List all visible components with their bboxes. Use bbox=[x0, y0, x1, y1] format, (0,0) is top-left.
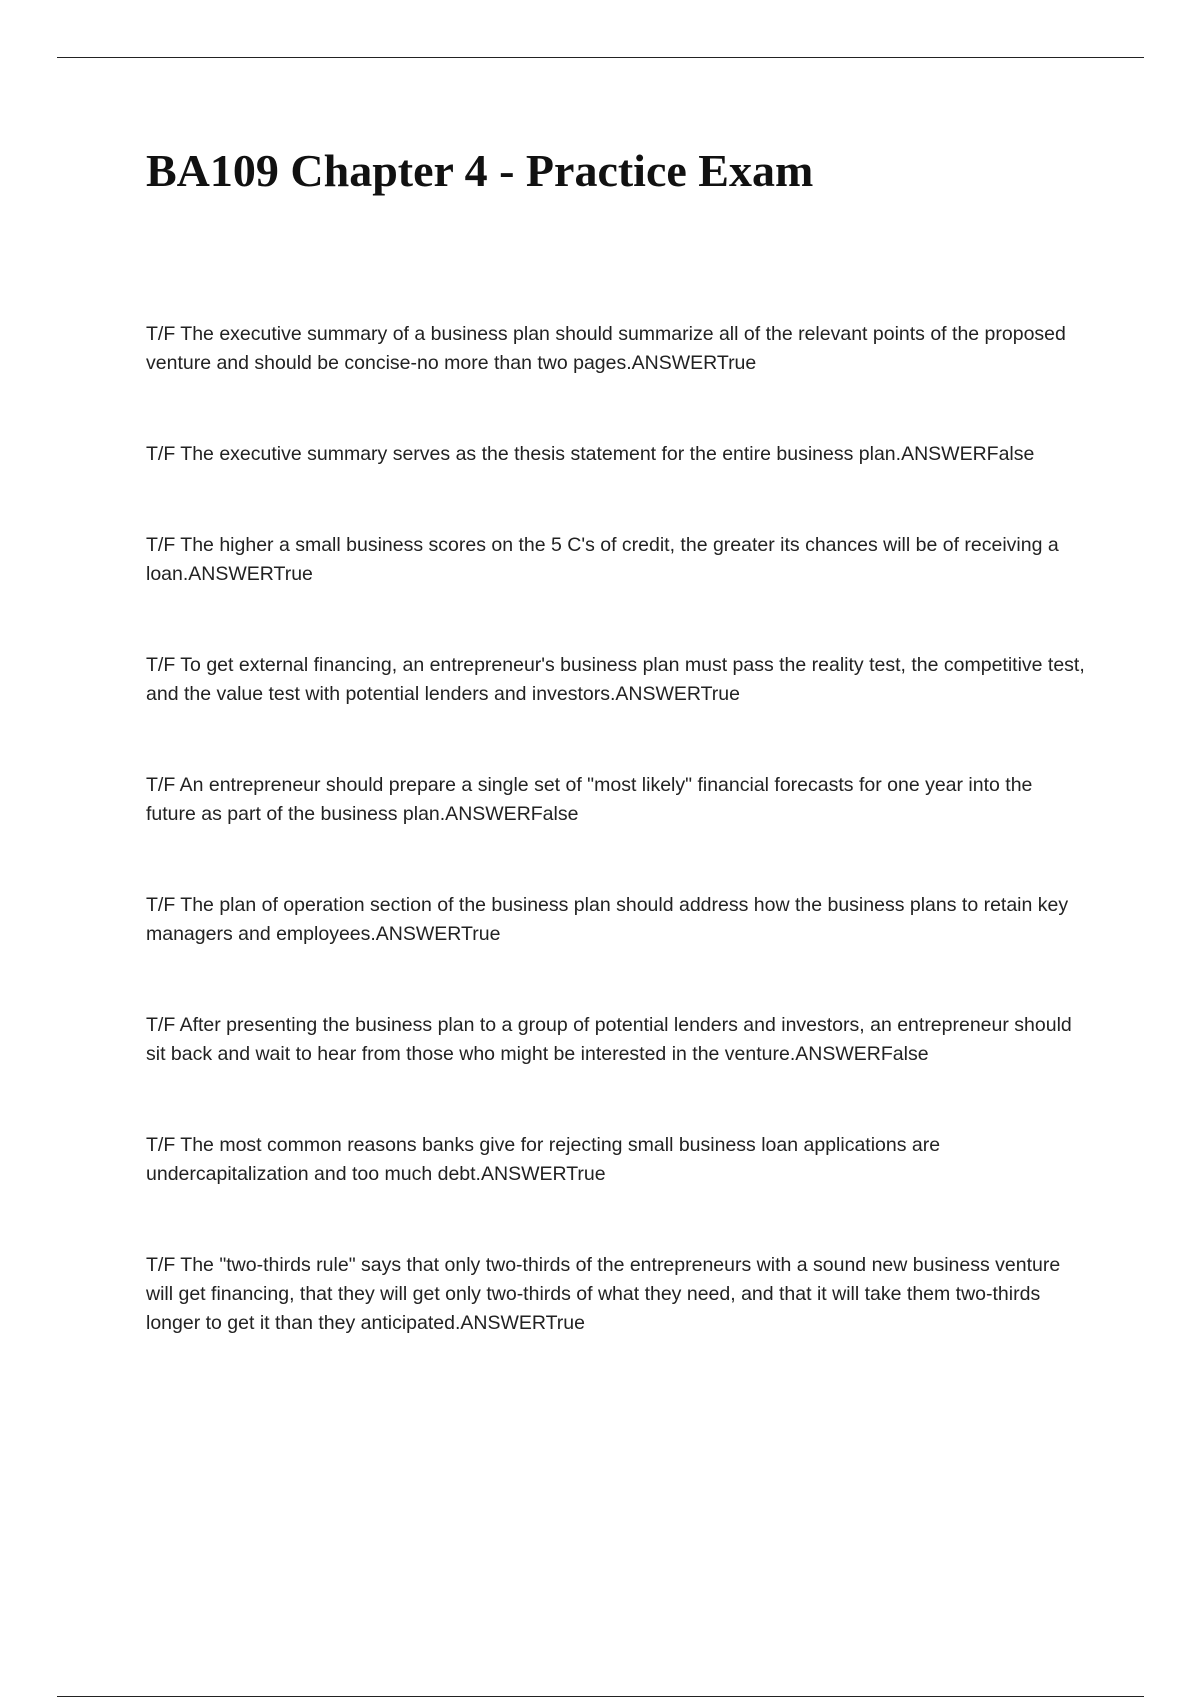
page-title: BA109 Chapter 4 - Practice Exam bbox=[146, 145, 814, 196]
question-item: T/F To get external financing, an entrepreneur's business plan must pass the reality test, the competitive test, and the value test with potential lenders and investors.ANSWERTrue bbox=[146, 654, 1085, 705]
header-divider bbox=[57, 57, 1144, 58]
question-item: T/F The executive summary serves as the thesis statement for the entire business plan.ANSWERFalse bbox=[146, 443, 1035, 465]
question-item: T/F After presenting the business plan to a group of potential lenders and investors, an entrepreneur should sit back and wait to hear from those who might be interested in the venture.ANSWERFalse bbox=[146, 1014, 1072, 1065]
question-item: T/F The plan of operation section of the business plan should address how the business plans to retain key managers and employees.ANSWERTrue bbox=[146, 894, 1069, 945]
question-item: T/F The higher a small business scores on the 5 C's of credit, the greater its chances will be of receiving a loan.ANSWERTrue bbox=[146, 534, 1059, 585]
question-item: T/F The "two-thirds rule" says that only two-thirds of the entrepreneurs with a sound new business venture will get financing, that they will get only two-thirds of what they need, and that it will take them two-thirds longer to get it than they anticipated.ANSWERTrue bbox=[146, 1254, 1061, 1334]
footer-divider bbox=[57, 1696, 1144, 1697]
question-item: T/F An entrepreneur should prepare a single set of "most likely" financial forecasts for one year into the future as part of the business plan.ANSWERFalse bbox=[146, 774, 1033, 825]
question-item: T/F The most common reasons banks give for rejecting small business loan applications are undercapitalization and too much debt.ANSWERTrue bbox=[146, 1134, 941, 1185]
question-item: T/F The executive summary of a business plan should summarize all of the relevant points of the proposed venture and should be concise-no more than two pages.ANSWERTrue bbox=[146, 323, 1066, 374]
